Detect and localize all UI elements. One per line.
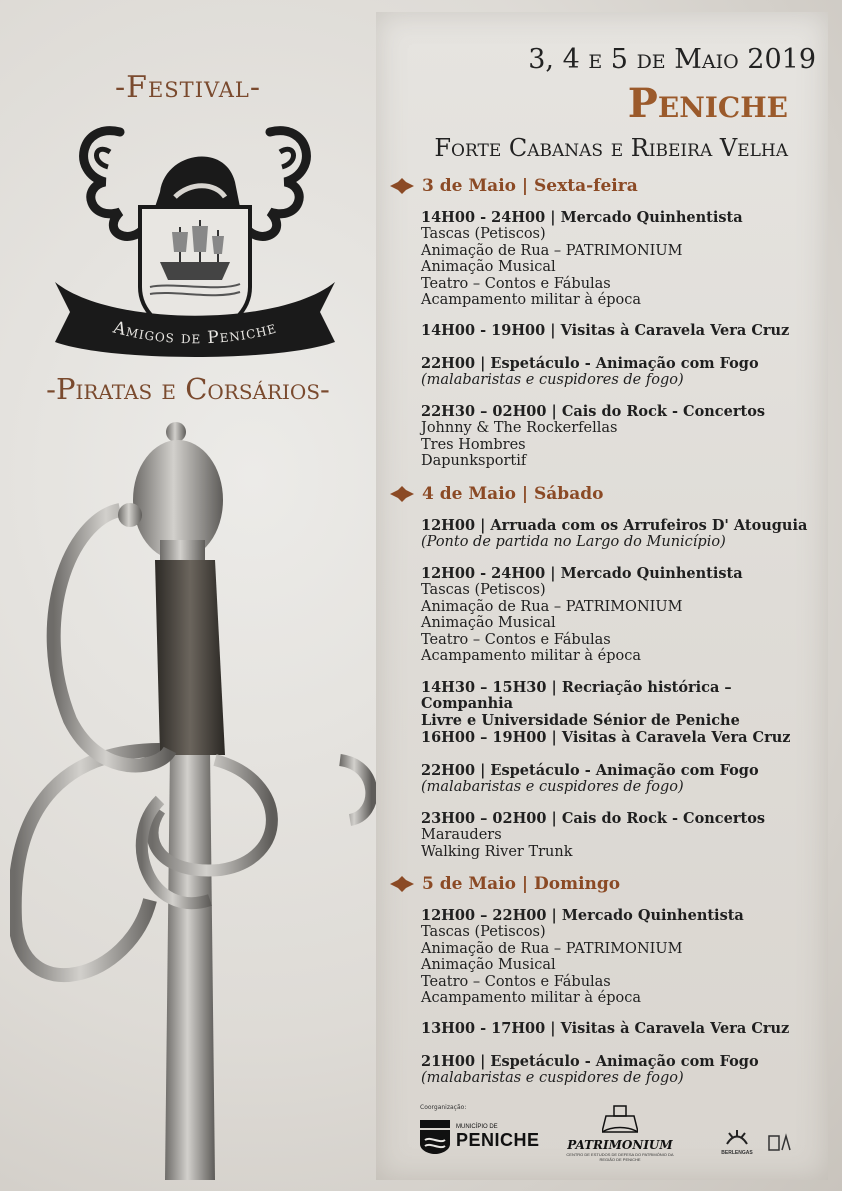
event-line: Dapunksportif (421, 453, 527, 470)
event-item (421, 763, 821, 796)
event-item (421, 680, 821, 729)
event-note: (malabaristas e cuspidores de fogo) (421, 372, 684, 389)
day-label: 4 de Maio | Sábado (422, 484, 604, 504)
event-title: 12H00 - 24H00 | Mercado Quinhentista (421, 565, 743, 582)
event-item (421, 323, 821, 339)
event-line: Teatro – Contos e Fábulas (421, 631, 611, 648)
berlengas-logo (712, 1130, 762, 1156)
event-note: (malabaristas e cuspidores de fogo) (421, 779, 684, 796)
event-line: Acampamento militar à época (421, 648, 642, 665)
event-title: 22H30 – 02H00 | Cais do Rock - Concertos (421, 403, 766, 420)
event-line: Animação Musical (421, 259, 556, 276)
sword-illustration-icon (10, 420, 380, 1180)
event-item (421, 811, 821, 860)
artwork-panel (0, 0, 376, 1191)
event-title: 22H00 | Espetáculo - Animação com Fogo (421, 762, 759, 779)
event-item (421, 908, 821, 1006)
fleur-de-lis-icon (390, 486, 414, 502)
event-line: Acampamento militar à época (421, 990, 642, 1007)
event-line: Animação de Rua – PATRIMONIUM (421, 242, 683, 259)
event-line: Animação de Rua – PATRIMONIUM (421, 598, 683, 615)
event-line: Tres Hombres (421, 436, 526, 453)
event-title: 12H00 – 22H00 | Mercado Quinhentista (421, 907, 744, 924)
event-title: 14H00 - 24H00 | Mercado Quinhentista (421, 209, 743, 226)
patrimonium-name: PATRIMONIUM (567, 1138, 673, 1152)
event-line: Animação Musical (421, 615, 556, 632)
event-line: Tascas (Petiscos) (421, 924, 546, 941)
day-heading (390, 176, 638, 196)
event-item (421, 730, 821, 746)
festival-title: -Festival- (115, 70, 261, 105)
patrimonium-logo (560, 1104, 680, 1162)
partner-mark-icon (768, 1132, 794, 1152)
event-title: 22H00 | Espetáculo - Animação com Fogo (421, 355, 759, 372)
crest-banner-label: Amigos de Peniche (111, 317, 279, 349)
event-title-continued: Livre e Universidade Sénior de Peniche (421, 711, 740, 729)
event-line: Tascas (Petiscos) (421, 226, 546, 243)
event-title: 12H00 | Arruada com os Arrufeiros D' Atouguia (421, 517, 808, 534)
event-item (421, 1054, 821, 1087)
event-item (421, 210, 821, 308)
event-title: 14H30 – 15H30 | Recriação histórica – Companhia (421, 679, 732, 713)
event-note: (malabaristas e cuspidores de fogo) (421, 1070, 684, 1087)
festival-dates: 3, 4 e 5 de Maio 2019 (528, 44, 816, 75)
fleur-de-lis-icon (390, 876, 414, 892)
fleur-de-lis-icon (390, 178, 414, 194)
event-line: Tascas (Petiscos) (421, 582, 546, 599)
event-item (421, 356, 821, 389)
municipality-emblem-icon (420, 1120, 450, 1154)
event-line: Marauders (421, 827, 502, 844)
municipio-small-label: MUNICÍPIO DE (456, 1123, 498, 1130)
sunburst-icon (725, 1130, 749, 1146)
event-line: Walking River Trunk (421, 843, 573, 860)
venue-name: Forte Cabanas e Ribeira Velha (434, 134, 788, 162)
municipio-peniche-logo (420, 1120, 540, 1154)
patrimonium-subtitle: CENTRO DE ESTUDOS DE DEFESA DO PATRIMÓNIO DA REGIÃO DE PENICHE (566, 1152, 674, 1162)
event-title: 16H00 – 19H00 | Visitas à Caravela Vera Cruz (421, 729, 791, 746)
coorganization-label: Coorganização: (420, 1104, 467, 1111)
city-name: Peniche (627, 80, 788, 127)
berlengas-name: BERLENGAS (721, 1150, 753, 1156)
day-heading (390, 484, 603, 504)
event-item (421, 404, 821, 470)
event-title: 13H00 - 17H00 | Visitas à Caravela Vera Cruz (421, 1020, 790, 1037)
day-heading (390, 874, 620, 894)
event-line: Johnny & The Rockerfellas (421, 420, 618, 437)
event-line: Teatro – Contos e Fábulas (421, 973, 611, 990)
fortress-icon (602, 1104, 638, 1134)
theme-title: -Piratas e Corsários- (46, 372, 330, 406)
crest-emblem-icon (50, 112, 340, 357)
event-item (421, 518, 821, 551)
day-label: 3 de Maio | Sexta-feira (422, 176, 638, 196)
event-line: Animação Musical (421, 957, 556, 974)
event-item (421, 566, 821, 664)
event-item (421, 1021, 821, 1037)
event-line: Acampamento militar à época (421, 292, 642, 309)
event-note: (Ponto de partida no Largo do Município) (421, 534, 726, 551)
event-line: Teatro – Contos e Fábulas (421, 275, 611, 292)
day-label: 5 de Maio | Domingo (422, 874, 621, 894)
event-title: 14H00 - 19H00 | Visitas à Caravela Vera Cruz (421, 322, 790, 339)
municipio-name: PENICHE (456, 1129, 540, 1150)
event-line: Animação de Rua – PATRIMONIUM (421, 940, 683, 957)
event-title: 23H00 – 02H00 | Cais do Rock - Concertos (421, 810, 766, 827)
event-title: 21H00 | Espetáculo - Animação com Fogo (421, 1053, 759, 1070)
